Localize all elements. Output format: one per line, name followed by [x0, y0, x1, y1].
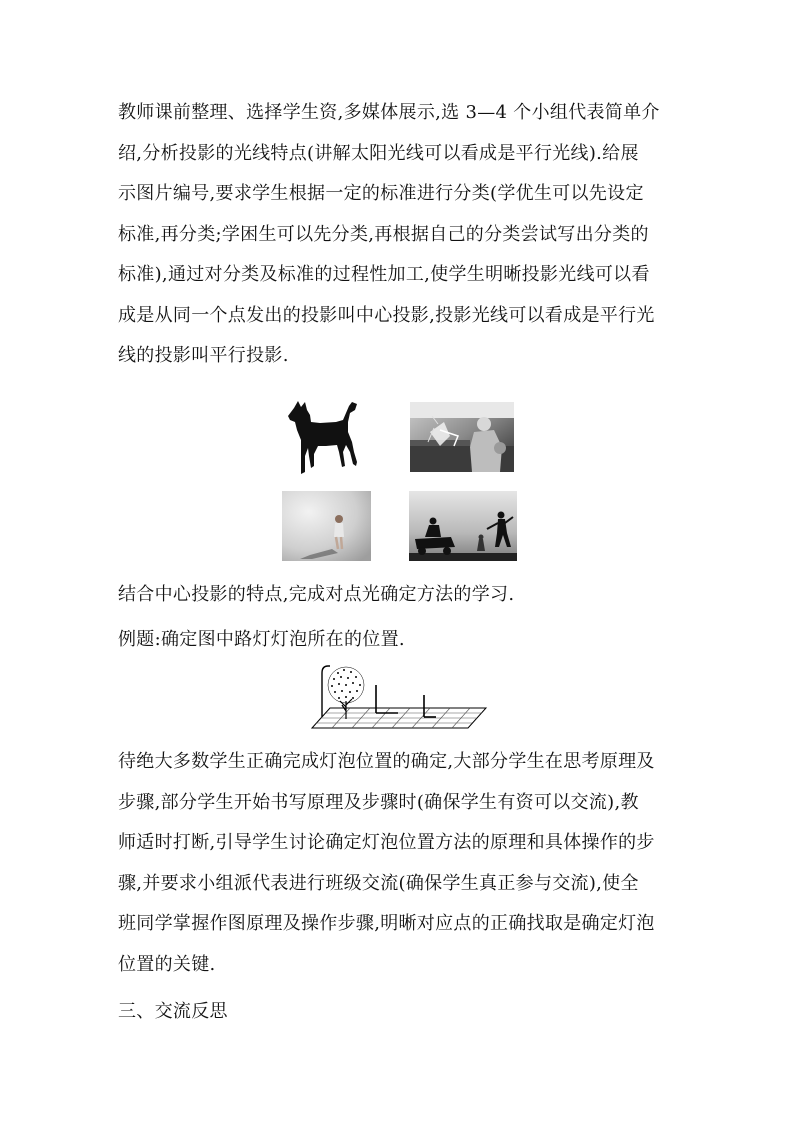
text-line: 骤,并要求小组派代表进行班级交流(确保学生真正参与交流),使全 [118, 872, 639, 894]
shadow-puppet-photo [410, 402, 514, 472]
text-line: 例题:确定图中路灯灯泡所在的位置. [118, 629, 405, 650]
paragraph-discussion [118, 742, 678, 985]
text-line: 步骤,部分学生开始书写原理及步骤时(确保学生有资可以交流),教 [118, 791, 639, 813]
text-line: 成是从同一个点发出的投影叫中心投影,投影光线可以看成是平行光 [118, 304, 655, 326]
text-line: 标准,再分类;学困生可以先分类,再根据自己的分类尝试写出分类的 [118, 223, 649, 245]
streetlamp-diagram [306, 665, 490, 731]
section-heading-reflection [118, 992, 678, 1033]
text-line: 教师课前整理、选择学生资,多媒体展示,选 3—4 个小组代表简单介 [118, 102, 660, 123]
text-line: 师适时打断,引导学生讨论确定灯泡位置方法的原理和具体操作的步 [118, 832, 655, 853]
child-shadow-photo [282, 491, 371, 561]
text-line: 位置的关键. [118, 953, 216, 975]
paragraph-projection-intro [118, 93, 678, 377]
dog-silhouette-image [286, 400, 360, 476]
shadow-play-photo [409, 491, 517, 561]
paragraph-example [118, 620, 678, 661]
text-line: 标准),通过对分类及标准的过程性加工,使学生明晰投影光线可以看 [118, 264, 650, 285]
text-line: 待绝大多数学生正确完成灯泡位置的确定,大部分学生在思考原理及 [118, 751, 655, 772]
text-line: 绍,分析投影的光线特点(讲解太阳光线可以看成是平行光线).给展 [118, 142, 639, 164]
heading-text: 三、交流反思 [118, 1001, 228, 1022]
paragraph-central-projection [118, 575, 678, 616]
text-line: 示图片编号,要求学生根据一定的标准进行分类(学优生可以先设定 [118, 183, 644, 204]
text-line: 线的投影叫平行投影. [118, 345, 289, 366]
text-line: 班同学掌握作图原理及操作步骤,明晰对应点的正确找取是确定灯泡 [118, 913, 655, 934]
text-line: 结合中心投影的特点,完成对点光确定方法的学习. [118, 584, 515, 605]
